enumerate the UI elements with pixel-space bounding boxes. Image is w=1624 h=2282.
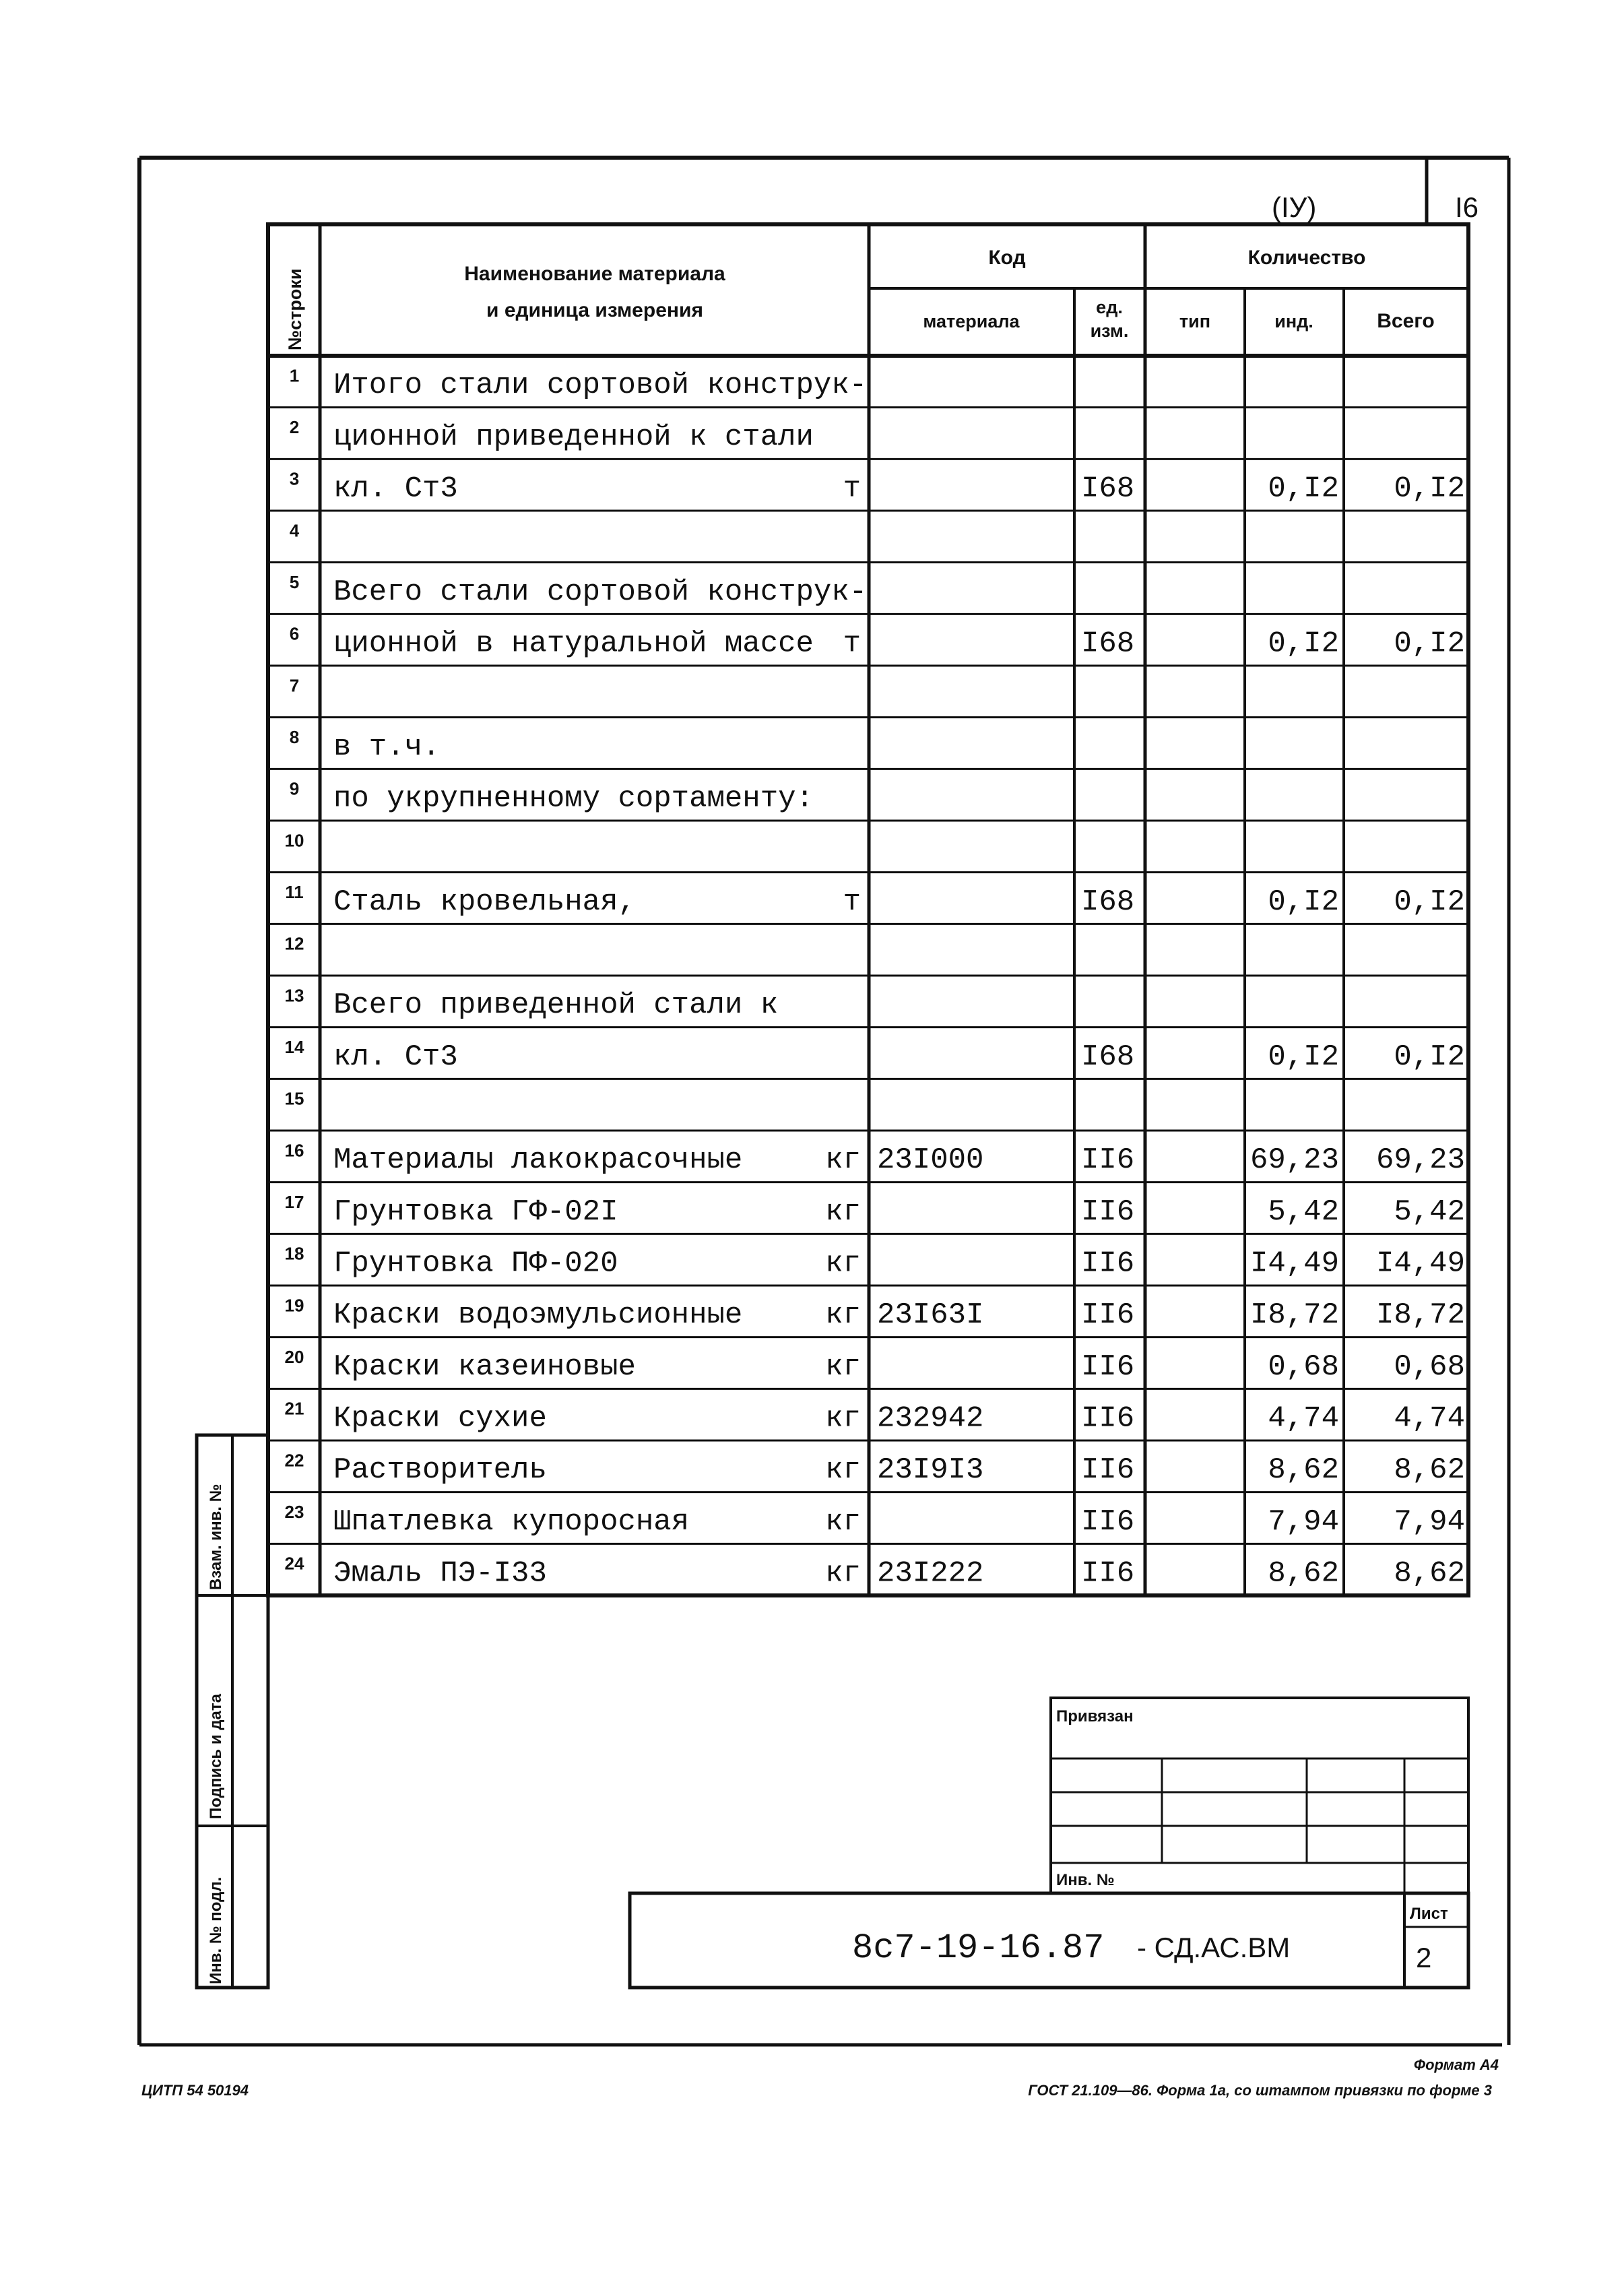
row-unit-code: I68 — [1081, 472, 1135, 506]
row-qty-total: I4,49 — [1375, 1246, 1465, 1281]
row-unit-label: кг — [825, 1246, 861, 1281]
row-name: Всего приведенной стали к — [333, 988, 779, 1023]
row-number: 23 — [284, 1502, 304, 1522]
row-number: 18 — [284, 1243, 304, 1264]
row-qty-ind: 4,74 — [1268, 1401, 1339, 1436]
row-qty-total: 4,74 — [1394, 1401, 1465, 1436]
row-number: 19 — [284, 1295, 304, 1316]
row-material-code: 232942 — [877, 1401, 984, 1436]
table-row — [285, 985, 779, 1022]
table-row — [285, 1089, 304, 1109]
row-unit-label: кг — [825, 1401, 861, 1436]
row-number: 21 — [284, 1398, 304, 1419]
row-number: 7 — [289, 675, 300, 696]
row-qty-ind: 0,I2 — [1268, 627, 1339, 661]
row-name: Грунтовка ГФ-02I — [333, 1195, 618, 1229]
header-code-material: материала — [923, 311, 1020, 331]
footer-format: Формат А4 — [1413, 2056, 1499, 2073]
row-number: 12 — [284, 933, 304, 954]
header-code-unit-1: ед. — [1096, 297, 1123, 317]
row-number: 16 — [284, 1140, 304, 1161]
row-qty-ind: I4,49 — [1249, 1246, 1339, 1281]
row-unit-label: кг — [825, 1195, 861, 1229]
row-unit-label: кг — [825, 1350, 861, 1384]
row-qty-total: 0,I2 — [1394, 472, 1465, 506]
row-qty-total: 8,62 — [1394, 1556, 1465, 1591]
row-material-code: 23I222 — [877, 1556, 984, 1591]
row-unit-code: II6 — [1081, 1556, 1135, 1591]
row-material-code: 23I9I3 — [877, 1453, 984, 1488]
sheet-label: Лист — [1410, 1905, 1448, 1923]
row-qty-ind: 8,62 — [1268, 1556, 1339, 1591]
header-code-unit-2: изм. — [1090, 321, 1129, 341]
row-qty-ind: 0,I2 — [1268, 472, 1339, 506]
table-row — [290, 417, 814, 454]
table-row — [285, 1295, 1465, 1332]
row-name: Краски казеиновые — [333, 1350, 636, 1384]
row-name: Краски сухие — [333, 1401, 547, 1436]
row-number: 2 — [289, 417, 300, 437]
row-name: Итого стали сортовой конструк- — [333, 369, 868, 403]
row-number: 6 — [289, 623, 300, 644]
row-name: кл. Ст3 — [333, 472, 458, 506]
row-number: 14 — [284, 1037, 304, 1057]
row-name: Грунтовка ПФ-020 — [333, 1246, 618, 1281]
table-row — [290, 365, 867, 402]
table-row — [285, 1192, 1465, 1229]
row-unit-label: кг — [825, 1143, 861, 1178]
header-qty-ind: инд. — [1274, 311, 1313, 331]
row-qty-ind: 7,94 — [1268, 1504, 1339, 1539]
table-row — [285, 1347, 1465, 1384]
row-qty-ind: 0,I2 — [1268, 1040, 1339, 1074]
row-unit-label: кг — [825, 1504, 861, 1539]
doc-suffix: - СД.АС.ВМ — [1137, 1932, 1291, 1963]
row-qty-total: 0,I2 — [1394, 627, 1465, 661]
row-number: 5 — [289, 572, 300, 592]
row-unit-code: II6 — [1081, 1143, 1135, 1178]
table-row — [285, 830, 304, 850]
row-name: в т.ч. — [333, 730, 441, 764]
row-qty-total: I8,72 — [1375, 1298, 1465, 1333]
row-name: ционной приведенной к стали — [333, 420, 814, 454]
row-unit-label: т — [843, 472, 861, 506]
table-row — [285, 934, 304, 954]
row-name: Краски водоэмульсионные — [333, 1298, 743, 1333]
header-row-no: №строки — [285, 268, 305, 350]
header-code: Код — [988, 247, 1026, 269]
row-name: Эмаль ПЭ-I33 — [333, 1556, 547, 1591]
row-unit-code: I68 — [1081, 627, 1135, 661]
row-qty-ind: 5,42 — [1268, 1195, 1339, 1229]
row-number: 20 — [284, 1347, 304, 1367]
row-unit-label: т — [843, 627, 861, 661]
row-unit-label: кг — [825, 1453, 861, 1488]
row-number: 9 — [289, 778, 300, 799]
table-row — [285, 1399, 1465, 1436]
row-qty-total: 0,I2 — [1394, 885, 1465, 919]
table-body — [285, 365, 1465, 1590]
row-number: 24 — [284, 1553, 304, 1574]
row-qty-total: 7,94 — [1394, 1504, 1465, 1539]
side-ref-no: Взам. инв. № — [207, 1484, 225, 1590]
row-name: Шпатлевка купоросная — [333, 1504, 690, 1539]
row-unit-code: II6 — [1081, 1195, 1135, 1229]
header-qty-total: Всего — [1377, 310, 1435, 332]
row-name: Материалы лакокрасочные — [333, 1143, 743, 1178]
header-qty-type: тип — [1179, 311, 1211, 331]
table-row — [290, 779, 814, 816]
table-row — [285, 1037, 1465, 1074]
row-qty-total: 8,62 — [1394, 1453, 1465, 1488]
header-quantity: Количество — [1247, 247, 1366, 269]
header-name-line2: и единица измерения — [486, 299, 703, 321]
table-row — [290, 675, 299, 695]
row-number: 10 — [284, 830, 304, 851]
doc-code: 8с7-19-16.87 — [852, 1928, 1105, 1968]
row-number: 11 — [285, 882, 304, 902]
row-number: 4 — [289, 520, 300, 541]
table-row — [290, 572, 867, 609]
row-material-code: 23I63I — [877, 1298, 984, 1333]
row-name: ционной в натуральной массе — [333, 627, 814, 661]
row-unit-code: II6 — [1081, 1350, 1135, 1384]
row-unit-code: I68 — [1081, 1040, 1135, 1074]
table-row — [285, 1140, 1465, 1177]
table-row — [285, 1502, 1465, 1539]
row-qty-total: 5,42 — [1394, 1195, 1465, 1229]
row-unit-label: кг — [825, 1298, 861, 1333]
table-row — [285, 1244, 1465, 1281]
row-name: Сталь кровельная, — [333, 885, 636, 919]
row-number: 22 — [284, 1450, 304, 1471]
page-number: I6 — [1455, 191, 1479, 223]
row-name: Растворитель — [333, 1453, 547, 1488]
table-row — [285, 882, 1465, 919]
footer-left: ЦИТП 54 50194 — [141, 2082, 249, 2099]
sheet-number: 2 — [1416, 1942, 1432, 1973]
row-unit-code: II6 — [1081, 1401, 1135, 1436]
row-unit-code: I68 — [1081, 885, 1135, 919]
row-qty-total: 69,23 — [1375, 1143, 1465, 1178]
row-number: 8 — [289, 727, 300, 747]
row-qty-ind: 8,62 — [1268, 1453, 1339, 1488]
table-row — [285, 1554, 1465, 1591]
table-row — [290, 469, 1465, 506]
side-orig-no: Инв. № подл. — [207, 1876, 225, 1984]
row-number: 15 — [284, 1088, 304, 1109]
binding-bound: Привязан — [1056, 1707, 1134, 1725]
header-name-line1: Наименование материала — [464, 263, 725, 285]
row-qty-ind: 0,I2 — [1268, 885, 1339, 919]
row-unit-code: II6 — [1081, 1246, 1135, 1281]
table-row — [290, 624, 1465, 661]
row-unit-code: II6 — [1081, 1453, 1135, 1488]
row-number: 1 — [289, 365, 300, 386]
row-number: 13 — [284, 985, 304, 1006]
row-name: кл. Ст3 — [333, 1040, 458, 1074]
table-row — [290, 520, 300, 540]
row-number: 17 — [284, 1192, 304, 1212]
row-number: 3 — [289, 468, 300, 489]
table-row — [290, 727, 441, 764]
side-sign-date: Подпись и дата — [207, 1694, 225, 1819]
binding-inv-no: Инв. № — [1056, 1871, 1115, 1889]
row-qty-ind: I8,72 — [1249, 1298, 1339, 1333]
row-qty-total: 0,I2 — [1394, 1040, 1465, 1074]
row-unit-code: II6 — [1081, 1298, 1135, 1333]
row-name: по укрупненному сортаменту: — [333, 782, 814, 816]
row-qty-ind: 0,68 — [1268, 1350, 1339, 1384]
row-qty-ind: 69,23 — [1249, 1143, 1339, 1178]
row-unit-label: кг — [825, 1556, 861, 1591]
table-row — [285, 1450, 1465, 1487]
row-name: Всего стали сортовой конструк- — [333, 575, 868, 609]
top-mark: (IУ) — [1272, 191, 1317, 223]
row-unit-label: т — [843, 885, 861, 919]
row-material-code: 23I000 — [877, 1143, 984, 1178]
row-unit-code: II6 — [1081, 1504, 1135, 1539]
row-qty-total: 0,68 — [1394, 1350, 1465, 1384]
footer-right: ГОСТ 21.109—86. Форма 1а, со штампом привязки по форме 3 — [1028, 2082, 1492, 2099]
